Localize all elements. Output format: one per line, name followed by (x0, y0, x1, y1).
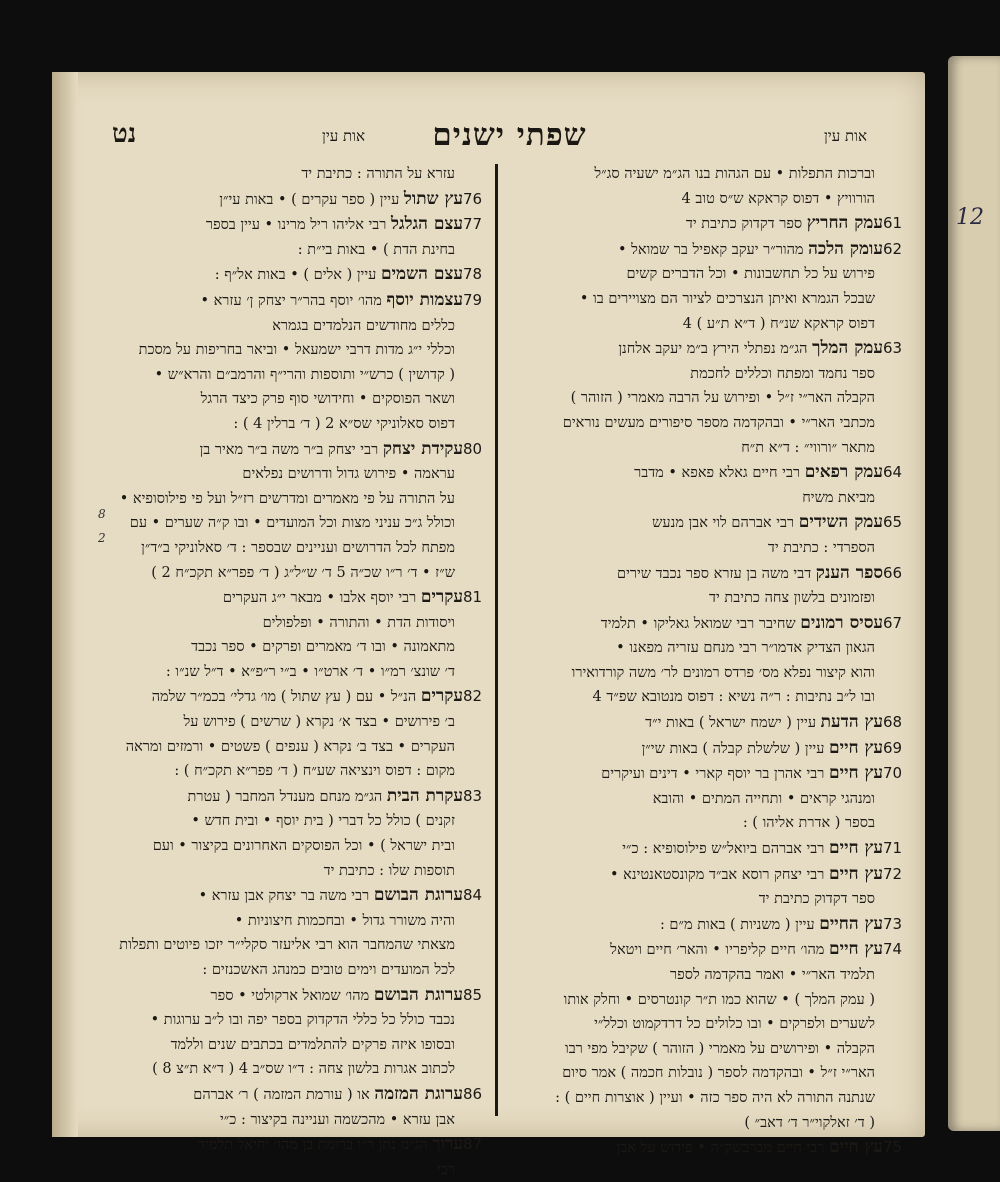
continuation-line (486, 1012, 911, 1037)
entry-text: ובו ל״ב נתיבות : ר״ה נשיא : דפוס מנטובא שפ״ד 4 (592, 689, 875, 706)
entry-headword: ערוגת המזמה (374, 1083, 463, 1104)
entry-number: 65 (883, 513, 903, 532)
side-annotation: 2 (98, 531, 106, 545)
continuation-line (486, 162, 911, 187)
entry-text: ומנהגי קראים • ותחייה המתים • והובא (652, 790, 875, 807)
entry-headword: עסיס רמונים (800, 612, 883, 633)
entry-text: ב׳ פירושים • בצד א׳ נקרא ( שרשים ) פירוש על (183, 714, 455, 731)
continuation-line (486, 187, 911, 212)
entry-text: ד׳ שונצ׳ רמ״ו • ד׳ ארט״ו • ב״י ר״פ״א • ד״ל שנ״ו : (165, 663, 455, 680)
continuation-line (108, 1108, 491, 1133)
entry-text: הנ״ל • עם ( עץ שתול ) מו׳ גדלי׳ בכמ״ר שלמה (151, 689, 417, 706)
entry-line (486, 510, 911, 536)
entry-headword: עמק רפאים (804, 462, 883, 483)
entry-text: דפוס קראקא שנ״ח ( ד״א ת״ע ) 4 (682, 315, 875, 332)
entry-line (108, 1082, 491, 1108)
entry-text: מהור״ר יעקב קאפיל בר שמואל • (617, 241, 804, 258)
continuation-line (486, 787, 911, 812)
entry-line (108, 212, 491, 238)
continuation-line (486, 1061, 911, 1086)
header-left-words: אות עין (322, 127, 366, 145)
entry-text: בחינת הדת ) • באות בי״ת : (297, 241, 455, 258)
entry-line (108, 288, 491, 314)
entry-text: ( עמק המלך ) • שהוא כמו ת״ר קונטרסים • וחלק אותו (563, 991, 875, 1008)
entry-number: 71 (883, 839, 903, 858)
entry-line (486, 836, 911, 862)
entry-line (486, 336, 911, 362)
entry-text: וברכות התפלות • עם הגהות בנו הג״מ ישעיה סג״ל (594, 166, 875, 182)
entry-number: 66 (883, 563, 903, 582)
entry-text: מביאת משיח (802, 489, 875, 506)
entry-text: האר״י ז״ל • ובהקדמה לספר ( נובלות חכמה ) אמר סיום (562, 1065, 875, 1082)
entry-text: ושאר הפוסקים • וחידושי סוף פרק כיצד הרגל (200, 391, 455, 408)
entry-number: 85 (463, 985, 483, 1004)
entry-text: רבי יצחק רוסא אב״ד מקונסטאנטינא • (610, 866, 825, 883)
entry-headword: עץ חיים (829, 1137, 883, 1158)
continuation-line (108, 238, 491, 263)
entry-headword: עצם הגלגל (391, 214, 463, 235)
entry-headword: עצמות יוסף (386, 289, 463, 310)
continuation-line (486, 362, 911, 387)
entry-number: 70 (883, 764, 903, 783)
entry-number: 68 (883, 713, 903, 732)
entry-headword: עץ הדעת (820, 712, 883, 733)
continuation-line (108, 338, 491, 363)
entry-text: רבי חיים גאלא פאפא • מדבר (634, 465, 801, 482)
entry-text: זקנים ) כולל כל דברי ( בית יוסף • ובית חדש • (191, 813, 455, 830)
entry-text: על התורה על פי מאמרים ומדרשים רז״ל ועל פי פילוסופיא • (119, 490, 455, 507)
entry-text: רבי יוסף אלבו • מבאר י״ג העקרים (222, 590, 417, 607)
entry-text: מהו׳ שמואל ארקולטי • ספר (210, 987, 370, 1004)
entry-line (108, 983, 491, 1009)
entry-text: ספר דקדוק כתיבת יד (685, 216, 803, 233)
entry-text: וכולל ג״כ עניני מצות וכל המועדים • ובו ק״ה שערים • עם (129, 515, 455, 532)
entry-line (486, 710, 911, 736)
entry-text: או ( עורמת המזמה ) ר׳ אברהם (193, 1086, 370, 1103)
entry-line (486, 1135, 911, 1161)
entry-text: רבי אברהם לוי אבן מנעש (652, 515, 795, 532)
entry-text: רבי אהרן בר יוסף קארי • דינים ועיקרים (601, 766, 825, 783)
continuation-line (486, 486, 911, 511)
entry-text: ויסודות הדת • והתורה • ופלפולים (262, 614, 455, 631)
entry-headword: עץ חיים (829, 838, 883, 859)
entry-line (486, 912, 911, 938)
entry-headword: ספר הענק (815, 562, 883, 583)
continuation-line (108, 363, 491, 388)
entry-text: ספר דקדוק כתיבת יד (758, 891, 875, 908)
continuation-line (108, 511, 491, 536)
continuation-line (108, 1008, 491, 1033)
continuation-line (486, 685, 911, 710)
entry-line (486, 937, 911, 963)
entry-line (108, 784, 491, 810)
entry-text: לכל המועדים וימים טובים כמנהג האשכנזים : (202, 962, 455, 978)
continuation-line (108, 759, 491, 784)
entry-line (486, 561, 911, 587)
entry-number: 75 (883, 1138, 903, 1157)
entry-text: מהו׳ יוסף בהר״ר יצחק ן׳ עזרא • (200, 292, 382, 309)
entry-headword: עומק הלכה (808, 238, 883, 259)
continuation-line (108, 387, 491, 412)
continuation-line (108, 1158, 491, 1182)
continuation-line (486, 1111, 911, 1136)
entry-text: מקום : דפוס וינציאה שע״ח ( ד׳ פפר״א תקכ״ח ) : (174, 763, 455, 780)
entry-text: שחיבר רבי שמואל גאליקו • תלמיד (600, 615, 796, 632)
continuation-line (108, 660, 491, 685)
entry-text: אבן עזרא • מהכשמה ועניינה בקיצור : כ״י (219, 1111, 455, 1128)
entry-headword: עץ חיים (829, 863, 883, 884)
entry-headword: ערוגת הבושם (373, 984, 463, 1005)
continuation-line (486, 887, 911, 912)
continuation-line (108, 635, 491, 660)
entry-line (486, 460, 911, 486)
continuation-line (486, 1086, 911, 1111)
entry-text: תוספות שלו : כתיבת יד (323, 862, 455, 879)
entry-number: 77 (463, 215, 483, 234)
entry-text: והיה משורר גדול • ובחכמות חיצוניות • (234, 912, 455, 929)
entry-line (486, 237, 911, 263)
continuation-line (108, 462, 491, 487)
entry-headword: עקרת הבית (386, 785, 463, 806)
entry-number: 72 (883, 864, 903, 883)
entry-text: ופזמונים בלשון צחה כתיבת יד (709, 590, 875, 607)
entry-text: דפוס סאלוניקי שס״א 2 ( ד׳ ברלין 4 ) : (233, 415, 455, 432)
continuation-line (486, 312, 911, 337)
entry-text: עזרא על התורה : כתיבת יד (301, 166, 455, 182)
continuation-line (486, 287, 911, 312)
continuation-line (486, 1037, 911, 1062)
entry-text: עיין ( משניות ) באות מ״ם : (659, 916, 815, 933)
continuation-line (108, 933, 491, 958)
entry-headword: עקידת יצחק (382, 438, 463, 459)
continuation-line (108, 710, 491, 735)
continuation-line (108, 536, 491, 561)
entry-text: הקבלה האר״י ז״ל • ופירוש על הרבה מאמרי ( הזוהר ) (570, 390, 875, 407)
continuation-line (108, 314, 491, 339)
entry-headword: ערוך (432, 1134, 463, 1155)
continuation-line (108, 834, 491, 859)
entry-text: תלמיד האר״י • ואמר בהקדמה לספר (670, 967, 875, 983)
running-header (112, 117, 907, 157)
entry-text: ספר נחמד ומפתח וכללים לחכמת (690, 365, 875, 382)
continuation-line (108, 809, 491, 834)
entry-headword: עקרים (420, 587, 463, 608)
entry-number: 76 (463, 189, 483, 208)
entry-text: לכתוב אגרות בלשון צחה : ד״ו שס״ב 4 ( ד״א ת״צ 8 ) (152, 1061, 455, 1078)
entry-text: רבי (437, 1161, 455, 1178)
entry-number: 74 (883, 940, 903, 959)
continuation-line (486, 262, 911, 287)
entry-text: מכתבי האר״י • ובהקדמה מספר סיפורים מעשים נוראים (562, 414, 875, 431)
entry-headword: עקרים (420, 686, 463, 707)
entry-number: 61 (883, 214, 903, 233)
entry-text: הספרדי : כתיבת יד (767, 539, 875, 556)
continuation-line (108, 611, 491, 636)
entry-text: רבי משה בר יצחק אבן עזרא • (198, 888, 370, 905)
continuation-line (108, 909, 491, 934)
page-number: נט (112, 119, 137, 149)
entry-number: 63 (883, 339, 903, 358)
right-column (486, 162, 911, 1161)
entry-text: מתאמונה • ובו ד׳ מאמרים ופרקים • ספר נכבד (191, 639, 455, 656)
entry-text: וכללי י״ג מדות דרבי ישמעאל • וביאר בחריפות על מסכת (138, 342, 455, 359)
entry-text: הקבלה • ופירושים על מאמרי ( הזוהר ) שקיבל מפי רבו (564, 1040, 875, 1057)
entry-text: עיין ( שלשלת קבלה ) באות שי״ן (641, 740, 825, 757)
entry-number: 64 (883, 463, 903, 482)
continuation-line (486, 386, 911, 411)
entry-headword: ערוגת הבושם (373, 885, 463, 906)
entry-text: עיין ( אלים ) • באות אל״ף : (214, 267, 377, 284)
entry-text: הג״מ נפתלי הירץ ב״מ יעקב אלחנן (618, 341, 808, 358)
continuation-line (108, 487, 491, 512)
entry-text: העקרים • בצד ב׳ נקרא ( ענפים ) פשטים • ורמזים ומראה (125, 738, 455, 755)
entry-number: 78 (463, 265, 483, 284)
entry-line (108, 1132, 491, 1158)
entry-number: 73 (883, 914, 903, 933)
entry-headword: עמק החריץ (806, 213, 883, 234)
entry-text: ( קדושין ) כרש״י ותוספות והרי״ף והרמב״ם והרא״ש • (154, 366, 455, 383)
continuation-line (486, 963, 911, 988)
entry-line (108, 883, 491, 909)
entry-headword: עץ החיים (819, 913, 883, 934)
entry-text: עיין ( ספר עקרים ) • באות עי״ן (219, 191, 400, 208)
entry-text: והוא קיצור נפלא מס׳ פרדס רמונים לר׳ משה קורדואירו (571, 664, 875, 681)
entry-text: מתאר ״ורווי״ : ד״א ת״ח (741, 439, 875, 456)
entry-text: ובסופו איזה פרקים להתלמדים בכתבים שנים וללמד (170, 1036, 455, 1053)
continuation-line (108, 1033, 491, 1058)
entry-text: עראמה • פירוש גדול ודרושים נפלאים (242, 466, 455, 483)
continuation-line (486, 586, 911, 611)
entry-line (108, 684, 491, 710)
entry-text: פירוש על כל תחשבונות • וכל הדברים קשים (626, 266, 875, 283)
continuation-line (108, 162, 491, 187)
continuation-line (108, 561, 491, 586)
left-column (108, 162, 491, 1182)
entry-text: שנתנה התורה לא היה ספר כזה • ועיין ( אוצרות חיים ) : (555, 1089, 875, 1106)
page-gutter (52, 72, 78, 1137)
entry-line (486, 211, 911, 237)
entry-text: ובית ישראל ) • וכל הפוסקים האחרונים בקיצור • ועם (152, 838, 455, 855)
margin-note: 12 (956, 205, 984, 230)
entry-number: 82 (463, 687, 483, 706)
entry-number: 79 (463, 290, 483, 309)
column-rule (495, 164, 498, 1116)
book-page (52, 72, 925, 1178)
entry-text: בספר ( אדרת אליהו ) : (742, 815, 875, 832)
entry-text: לשערים ולפרקים • ובו כלולים כל דרדקמוט וכלל״י (594, 1016, 875, 1033)
entry-text: הג״מ נתן ר״ו ברומת בן מהו׳ יחיאל תלמיד (198, 1137, 428, 1154)
entry-text: רבי אברהם ביואל״ש פילוסופיא : כ״י (622, 841, 825, 858)
entry-line (108, 585, 491, 611)
entry-text: ( ד׳ זאלקוי״ר ד׳ דאב״ ) (744, 1114, 875, 1131)
entry-line (486, 611, 911, 637)
entry-number: 87 (463, 1135, 483, 1154)
continuation-line (486, 661, 911, 686)
header-right-words: אות עין (823, 127, 867, 145)
entry-line (486, 736, 911, 762)
entry-headword: עץ חיים (829, 939, 883, 960)
entry-text: הורוויץ • דפוס קראקא ש״ס טוב 4 (681, 190, 875, 207)
continuation-line (108, 859, 491, 884)
entry-number: 80 (463, 439, 483, 458)
entry-headword: עץ שתול (403, 188, 463, 209)
entry-text: כללים מחודשים הנלמדים בגמרא (272, 317, 455, 334)
entry-text: הגאון הצדיק אדמו״ר רבי מנחם עזריה מפאנו • (616, 640, 875, 657)
entry-text: מהו׳ חיים קליפריו • והאר׳ חיים ויטאל (610, 942, 825, 959)
entry-number: 62 (883, 239, 903, 258)
entry-number: 83 (463, 786, 483, 805)
entry-text: עיין ( ישמח ישראל ) באות י״ד (645, 715, 817, 732)
continuation-line (108, 1057, 491, 1082)
continuation-line (486, 988, 911, 1013)
entry-number: 67 (883, 613, 903, 632)
entry-headword: עמק המלך (812, 338, 883, 359)
entry-text: שבכל הגמרא ואיתן הנצרכים לציור הם מצויירים בו • (579, 290, 875, 307)
entry-text: רבי אליהו ריל מרינו • עיין בספר (205, 217, 387, 234)
continuation-line (486, 811, 911, 836)
continuation-line (486, 636, 911, 661)
continuation-line (108, 958, 491, 983)
entry-headword: עץ חיים (829, 737, 883, 758)
continuation-line (486, 436, 911, 461)
entry-text: מצאתי שהמחבר הוא רבי אליעזר סקלי״ר יזכו פיוטים ותפלות (119, 937, 455, 954)
entry-text: נכבד כולל כל כללי הדקדוק בספר יפה ובו ל״ב ערוגות • (150, 1012, 455, 1029)
entry-text: מפתח לכל הדרושים ועניינים שבספר : ד׳ סאלוניקי ב״ד״ן (141, 539, 455, 556)
entry-number: 84 (463, 886, 483, 905)
continuation-line (108, 412, 491, 437)
entry-headword: עצם השמים (380, 264, 463, 285)
entry-line (486, 761, 911, 787)
continuation-line (486, 536, 911, 561)
side-annotation: 8 (98, 507, 106, 521)
entry-line (108, 187, 491, 213)
entry-headword: עמק השידים (798, 512, 883, 533)
entry-text: רבי חיים מברבשק״ה • פירוש על אבן (616, 1140, 825, 1157)
entry-line (108, 262, 491, 288)
book-title: שפתי ישנים (432, 117, 587, 153)
entry-line (486, 862, 911, 888)
entry-number: 86 (463, 1084, 483, 1103)
entry-headword: עץ חיים (829, 763, 883, 784)
continuation-line (108, 735, 491, 760)
entry-text: רבי יצחק ב״ר משה ב״ר מאיר בן (199, 441, 379, 458)
entry-line (108, 437, 491, 463)
entry-number: 81 (463, 588, 483, 607)
continuation-line (486, 411, 911, 436)
entry-number: 69 (883, 738, 903, 757)
entry-text: דבי משה בן עזרא ספר נכבד שירים (617, 565, 812, 582)
entry-text: הג״מ מנחם מענדל המחבר ( עטרת (187, 788, 383, 805)
entry-text: ש״ז • ד׳ ר״ו שכ״ה 5 ד׳ ש״ל״ג ( ד׳ פפר״א תקכ״ח 2 ) (151, 564, 455, 581)
